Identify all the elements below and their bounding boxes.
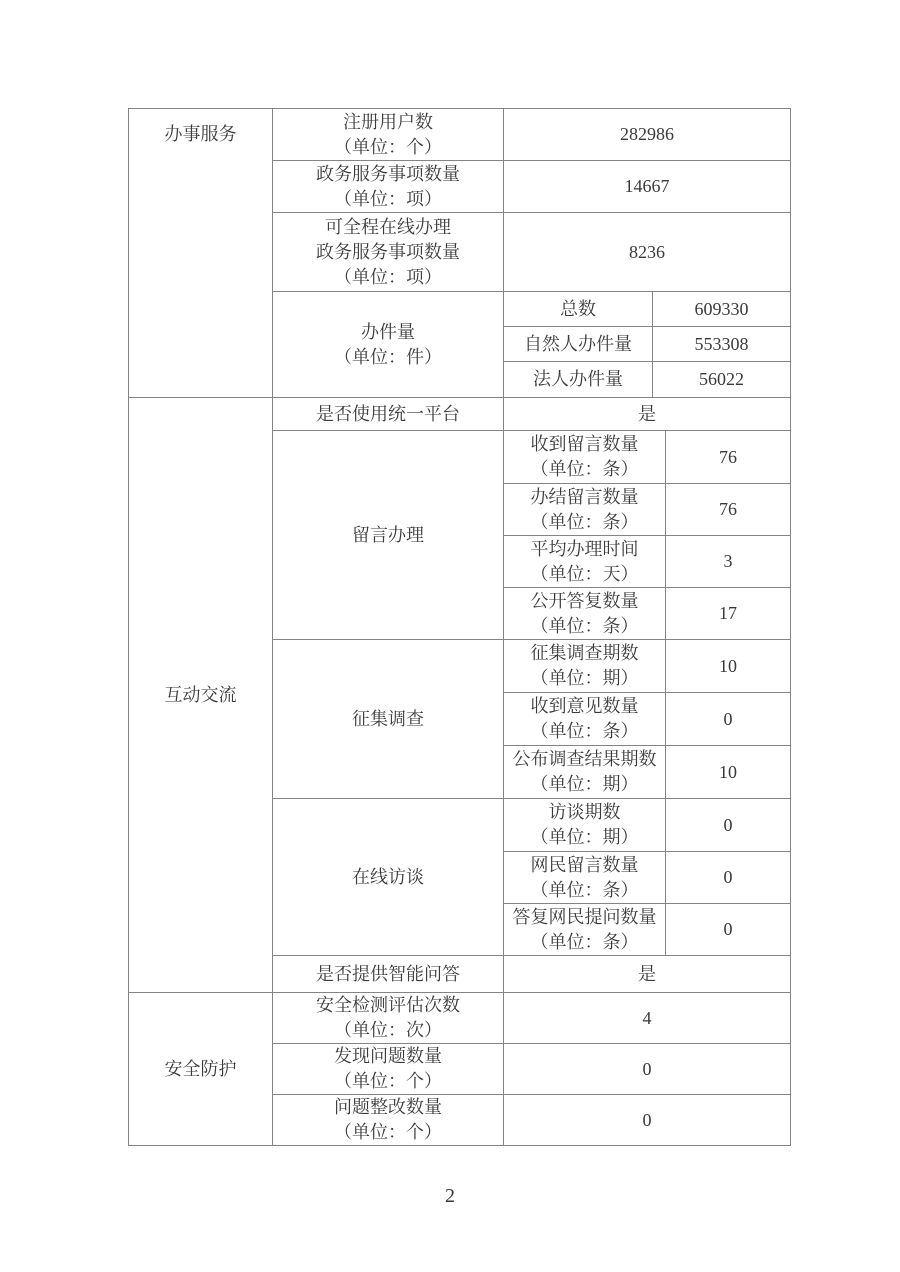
sub-metric-label-line: 征集调查期数 xyxy=(530,643,639,663)
metric-value-cell xyxy=(504,161,791,213)
metric-value-cell xyxy=(504,1095,791,1146)
metric-value-cell xyxy=(666,431,791,484)
metric-value: 17 xyxy=(719,603,737,623)
metric-value: 0 xyxy=(642,1109,652,1130)
indicator-table-body xyxy=(129,109,791,1146)
sub-metric-label-line: 平均办理时间 xyxy=(530,538,639,559)
sub-metric-label-line: 自然人办件量 xyxy=(524,333,632,354)
section-label: 互动交流 xyxy=(164,684,237,705)
metric-value-cell xyxy=(666,536,791,588)
metric-label-cell xyxy=(273,956,504,993)
metric-value: 76 xyxy=(719,499,737,519)
sub-metric-label-line: （单位：条） xyxy=(530,879,639,900)
metric-label-line: （单位：个） xyxy=(334,1122,442,1142)
sub-metric-label-line: （单位：条） xyxy=(530,459,639,479)
metric-label-line: 政务服务事项数量 xyxy=(316,163,460,184)
metric-value-cell xyxy=(666,588,791,640)
metric-label-line: （单位：项） xyxy=(334,266,442,287)
metric-value: 0 xyxy=(642,1058,652,1079)
metric-value-cell xyxy=(666,904,791,956)
sub-metric-label-line: 收到意见数量 xyxy=(530,696,639,716)
sub-metric-label-cell xyxy=(504,904,666,956)
metric-label-cell xyxy=(273,1095,504,1146)
metric-label-line: 留言办理 xyxy=(352,524,424,545)
sub-metric-label-line: （单位：期） xyxy=(530,774,639,794)
metric-value: 4 xyxy=(642,1007,652,1028)
metric-value-cell xyxy=(653,292,791,327)
sub-metric-label-cell xyxy=(504,746,666,799)
section-label-cell xyxy=(129,993,273,1146)
metric-value-cell xyxy=(666,640,791,693)
sub-metric-label-line: （单位：期） xyxy=(530,827,639,847)
sub-metric-label-cell xyxy=(504,536,666,588)
metric-value-cell xyxy=(653,362,791,398)
metric-value-cell xyxy=(504,993,791,1044)
metric-value: 14667 xyxy=(624,176,670,196)
section-label: 安全防护 xyxy=(164,1058,237,1079)
sub-metric-label-line: 法人办件量 xyxy=(533,369,623,389)
metric-label-line: （单位：项） xyxy=(334,188,442,209)
metric-label-cell xyxy=(273,640,504,799)
metric-label-cell xyxy=(273,292,504,398)
metric-value: 609330 xyxy=(694,298,749,319)
metric-label-line: 是否使用统一平台 xyxy=(316,403,460,424)
metric-value: 0 xyxy=(723,814,733,835)
metric-value-cell xyxy=(504,1044,791,1095)
metric-value: 0 xyxy=(723,919,733,939)
metric-label-line: （单位：个） xyxy=(334,1071,442,1091)
metric-value: 0 xyxy=(723,867,733,887)
metric-label-cell xyxy=(273,213,504,292)
section-label: 办事服务 xyxy=(164,124,237,144)
metric-label-line: 问题整改数量 xyxy=(334,1097,442,1117)
metric-value: 0 xyxy=(723,708,733,729)
metric-value-cell xyxy=(653,327,791,362)
sub-metric-label-line: （单位：条） xyxy=(530,511,639,532)
sub-metric-label-cell xyxy=(504,327,653,362)
metric-value: 553308 xyxy=(694,333,749,354)
sub-metric-label-cell xyxy=(504,292,653,327)
metric-label-line: 政务服务事项数量 xyxy=(316,241,460,262)
metric-label-line: 可全程在线办理 xyxy=(325,216,451,237)
metric-value-cell xyxy=(666,693,791,746)
metric-value: 56022 xyxy=(699,369,744,389)
metric-value: 10 xyxy=(719,761,737,782)
metric-value: 3 xyxy=(723,551,733,571)
metric-label-cell xyxy=(273,799,504,956)
sub-metric-label-cell xyxy=(504,640,666,693)
metric-label-line: （单位：件） xyxy=(334,346,442,367)
section-label-cell xyxy=(129,398,273,993)
metric-label-line: 办件量 xyxy=(361,321,415,342)
sub-metric-label-cell xyxy=(504,484,666,536)
metric-value: 是 xyxy=(638,403,656,424)
metric-value-cell xyxy=(666,799,791,852)
sub-metric-label-line: 总数 xyxy=(560,298,596,319)
sub-metric-label-cell xyxy=(504,693,666,746)
metric-label-line: 在线访谈 xyxy=(352,866,424,887)
sub-metric-label-line: （单位：期） xyxy=(530,668,639,688)
table-row xyxy=(129,398,791,431)
sub-metric-label-line: （单位：条） xyxy=(530,615,639,636)
sub-metric-label-cell xyxy=(504,362,653,398)
metric-label-line: 安全检测评估次数 xyxy=(316,995,460,1015)
sub-metric-label-cell xyxy=(504,799,666,852)
metric-value-cell xyxy=(666,852,791,904)
section-label-cell xyxy=(129,109,273,398)
metric-value-cell xyxy=(504,956,791,993)
sub-metric-label-line: 答复网民提问数量 xyxy=(512,906,657,927)
metric-value-cell xyxy=(666,746,791,799)
table-row xyxy=(129,109,791,161)
metric-value-cell xyxy=(504,398,791,431)
sub-metric-label-line: （单位：条） xyxy=(530,931,639,952)
metric-value-cell xyxy=(504,213,791,292)
sub-metric-label-line: 网民留言数量 xyxy=(530,854,639,875)
metric-value-cell xyxy=(666,484,791,536)
metric-label-line: 征集调查 xyxy=(352,708,424,729)
metric-label-cell xyxy=(273,398,504,431)
metric-label-line: 发现问题数量 xyxy=(334,1046,442,1066)
metric-label-cell xyxy=(273,161,504,213)
sub-metric-label-line: 公开答复数量 xyxy=(530,590,639,611)
metric-value: 76 xyxy=(719,446,737,467)
metric-label-line: （单位：个） xyxy=(334,136,442,157)
sub-metric-label-line: 访谈期数 xyxy=(548,802,621,822)
sub-metric-label-cell xyxy=(504,431,666,484)
sub-metric-label-line: （单位：条） xyxy=(530,721,639,741)
sub-metric-label-cell xyxy=(504,588,666,640)
metric-value: 282986 xyxy=(620,124,674,144)
sub-metric-label-line: 收到留言数量 xyxy=(530,434,639,454)
sub-metric-label-cell xyxy=(504,852,666,904)
metric-label-cell xyxy=(273,993,504,1044)
table-row xyxy=(129,993,791,1044)
indicator-table xyxy=(128,108,791,1146)
metric-value: 8236 xyxy=(629,241,665,262)
metric-value: 10 xyxy=(719,655,737,676)
metric-label-line: （单位：次） xyxy=(334,1020,442,1040)
metric-value: 是 xyxy=(638,963,656,984)
sub-metric-label-line: （单位：天） xyxy=(530,563,639,584)
sub-metric-label-line: 公布调查结果期数 xyxy=(512,749,657,769)
metric-label-cell xyxy=(273,431,504,640)
metric-label-cell xyxy=(273,1044,504,1095)
page-number: 2 xyxy=(445,1185,455,1207)
metric-value-cell xyxy=(504,109,791,161)
metric-label-line: 是否提供智能问答 xyxy=(316,963,460,984)
sub-metric-label-line: 办结留言数量 xyxy=(530,486,639,507)
metric-label-line: 注册用户数 xyxy=(343,111,433,132)
metric-label-cell xyxy=(273,109,504,161)
